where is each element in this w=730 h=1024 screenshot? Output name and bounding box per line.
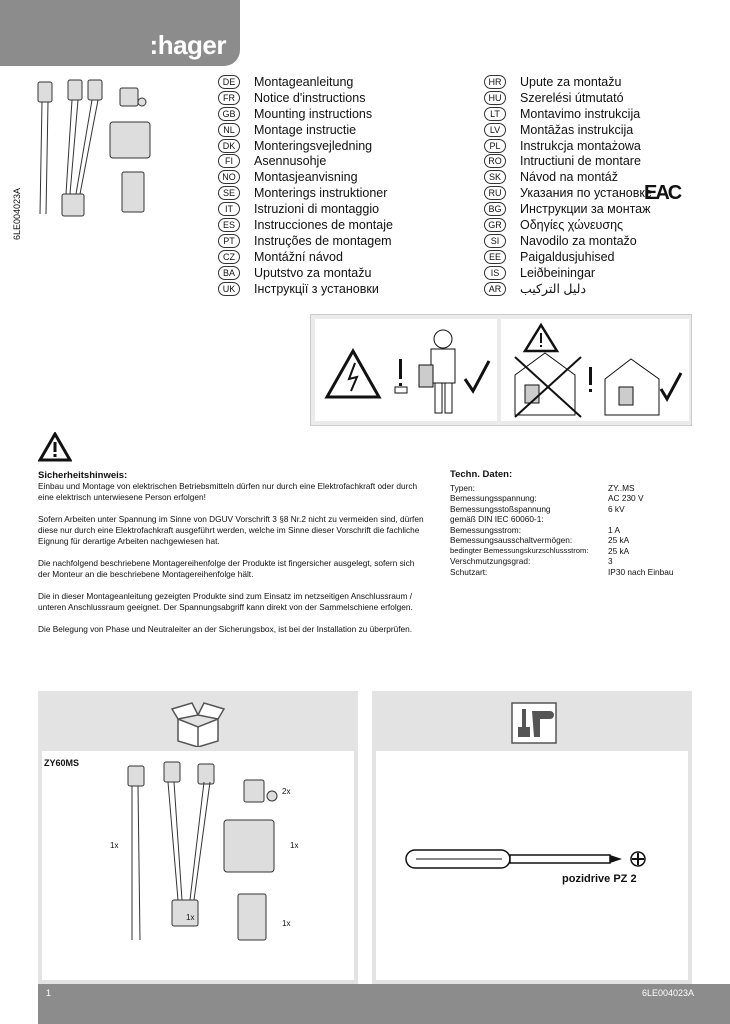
language-code-badge: PT	[218, 234, 240, 248]
language-code-badge: LT	[484, 107, 506, 121]
house-pictogram	[501, 319, 689, 421]
tech-title: Techn. Daten:	[450, 469, 513, 480]
tech-key: Bemessungsstoßspannung	[450, 503, 551, 514]
tech-value: 25 kA	[608, 545, 630, 556]
language-label: Montážní návod	[254, 249, 343, 264]
language-item	[484, 281, 652, 297]
language-code-badge: GR	[484, 218, 506, 232]
language-label: Paigaldusjuhised	[520, 249, 615, 264]
footer-doc-code: 6LE004023A	[641, 988, 694, 998]
language-item	[484, 265, 652, 281]
tech-value: ZY..MS	[608, 482, 635, 493]
tech-row	[450, 556, 700, 567]
language-label: Інструкції з установки	[254, 281, 379, 296]
language-code-badge: DE	[218, 75, 240, 89]
footer	[38, 984, 730, 1024]
language-item	[218, 169, 393, 185]
tech-row	[450, 525, 700, 536]
tech-key: Verschmutzungsgrad:	[450, 556, 531, 566]
language-code-badge: UK	[218, 282, 240, 296]
language-label: Οδηγίες χώνευσης	[520, 217, 624, 232]
tech-row	[450, 546, 700, 557]
language-list-left	[218, 74, 393, 296]
tools-icon	[508, 699, 560, 747]
language-label: Montāžas instrukcija	[520, 122, 634, 137]
language-label: Szerelési útmutató	[520, 90, 624, 105]
language-label: Montageanleitung	[254, 74, 354, 89]
page-number: 1	[46, 988, 52, 998]
language-item	[484, 90, 652, 106]
language-label: Upute za montažu	[520, 74, 622, 89]
safety-paragraph: Sofern Arbeiten unter Spannung im Sinne von DGUV Vorschrift 3 §8 Nr.2 nicht zu vermeiden sind, dürfen diese nur durch eine Elektrofachkraft ausgeführt werden, welche im Sinne dieser Vorschrift die fachliche Eignung für derartige Arbeiten nachgewiesen hat.	[38, 514, 424, 546]
tech-key: Typen:	[450, 482, 475, 493]
language-code-badge: HR	[484, 75, 506, 89]
language-code-badge: SK	[484, 170, 506, 184]
language-code-badge: SI	[484, 234, 506, 248]
language-label: Instrukcja montażowa	[520, 138, 641, 153]
language-label: Instrucciones de montaje	[254, 217, 393, 232]
language-label: Mounting instructions	[254, 106, 373, 121]
language-code-badge: DK	[218, 139, 240, 153]
language-list-right	[484, 74, 652, 296]
language-item	[484, 74, 652, 90]
language-code-badge: NL	[218, 123, 240, 137]
qty-screws: 2x	[282, 787, 291, 796]
language-item	[218, 106, 393, 122]
tech-key: Bemessungsausschaltvermögen:	[450, 535, 573, 545]
language-label: Monterings instruktioner	[254, 186, 388, 201]
language-item	[484, 122, 652, 138]
language-label: Указания по установке	[520, 186, 652, 201]
electrician-pictogram	[315, 319, 497, 421]
language-label: Montage instructie	[254, 122, 357, 137]
language-item	[218, 138, 393, 154]
language-label: Uputstvo za montažu	[254, 265, 372, 280]
language-item	[218, 217, 393, 233]
tech-value: 25 kA	[608, 535, 630, 545]
language-code-badge: EE	[484, 250, 506, 264]
tech-row	[450, 493, 700, 504]
language-item	[218, 281, 393, 297]
tech-row	[450, 535, 700, 546]
screwdriver-label: pozidrive PZ 2	[562, 873, 637, 885]
tech-value: 1 A	[608, 524, 620, 535]
language-code-badge: RU	[484, 186, 506, 200]
language-item	[218, 90, 393, 106]
language-item	[484, 217, 652, 233]
language-code-badge: SE	[218, 186, 240, 200]
language-label: Monteringsvejledning	[254, 138, 373, 153]
warning-pictogram-panel	[310, 314, 692, 426]
language-label: Montavimo instrukcija	[520, 106, 641, 121]
brand-logo: :hager	[149, 30, 226, 60]
safety-paragraph: Die Belegung von Phase und Neutraleiter an der Sicherungsbox, ist bei der Installation zu überprüfen.	[38, 624, 413, 634]
language-code-badge: AR	[484, 282, 506, 296]
language-code-badge: FR	[218, 91, 240, 105]
product-overview-illustration	[24, 74, 164, 234]
language-code-badge: NO	[218, 170, 240, 184]
language-label: Leiðbeiningar	[520, 265, 596, 280]
language-item	[218, 122, 393, 138]
language-item	[218, 249, 393, 265]
language-code-badge: PL	[484, 139, 506, 153]
tech-row	[450, 483, 700, 494]
safety-notice	[38, 470, 424, 646]
header-logo-tab	[0, 0, 240, 66]
language-item	[218, 153, 393, 169]
language-code-badge: ES	[218, 218, 240, 232]
language-item	[484, 201, 652, 217]
language-code-badge: FI	[218, 154, 240, 168]
language-item	[484, 106, 652, 122]
tech-row	[450, 504, 700, 515]
tech-value: IP30 nach Einbau	[608, 566, 674, 577]
tools-panel	[372, 691, 692, 984]
language-item	[484, 153, 652, 169]
language-item	[218, 185, 393, 201]
language-label: Istruzioni di montaggio	[254, 202, 380, 217]
language-item	[484, 249, 652, 265]
language-item	[218, 201, 393, 217]
qty-cover: 1x	[290, 841, 299, 850]
language-item	[484, 185, 652, 201]
language-label: Notice d'instructions	[254, 90, 366, 105]
language-label: Montasjeanvisning	[254, 170, 358, 185]
language-code-badge: HU	[484, 91, 506, 105]
qty-clip: 1x	[282, 919, 291, 928]
tech-value: 3	[608, 556, 613, 566]
tech-value: AC 230 V	[608, 493, 644, 503]
doc-code-vertical: 6LE004023A	[12, 187, 22, 240]
language-label: Asennusohje	[254, 154, 327, 169]
warning-triangle-icon	[38, 432, 72, 462]
eac-mark: EAC	[644, 182, 681, 204]
language-label: Navodilo za montažo	[520, 233, 637, 248]
language-item	[218, 74, 393, 90]
qty-wires: 1x	[110, 841, 119, 850]
tech-key: Bemessungsstrom:	[450, 524, 522, 535]
language-item	[218, 233, 393, 249]
safety-title: Sicherheitshinweis:	[38, 470, 128, 481]
safety-paragraph: Die in dieser Montageanleitung gezeigten Produkte sind zum Einsatz im netzseitigen Anschlussraum / unteren Anschlussraum geeignet. Der Spannungsabgriff kann direkt von der Sammelschiene erfolgen.	[38, 591, 413, 612]
language-code-badge: BA	[218, 266, 240, 280]
language-item	[218, 265, 393, 281]
language-item	[484, 138, 652, 154]
language-label: Instruções de montagem	[254, 233, 392, 248]
language-item	[484, 233, 652, 249]
language-code-badge: IT	[218, 202, 240, 216]
language-code-badge: CZ	[218, 250, 240, 264]
language-label: Intructiuni de montare	[520, 154, 641, 169]
electrician-illustration	[315, 319, 497, 421]
house-illustration	[501, 319, 689, 421]
tech-key: Schutzart:	[450, 566, 488, 577]
language-label: Návod na montáž	[520, 170, 618, 185]
language-code-badge: IS	[484, 266, 506, 280]
tech-row	[450, 514, 700, 525]
safety-paragraph: Die nachfolgend beschriebene Montagereihenfolge der Produkte ist fingersicher ausgelegt, sofern sich der Monteur an die beschriebene Montagereihenfolge hält.	[38, 558, 415, 579]
language-code-badge: BG	[484, 202, 506, 216]
language-item	[484, 169, 652, 185]
language-code-badge: GB	[218, 107, 240, 121]
tech-key: gemäß DIN IEC 60060-1:	[450, 514, 544, 524]
tech-row	[450, 567, 700, 578]
qty-harness: 1x	[186, 913, 195, 922]
open-box-icon	[168, 697, 228, 747]
safety-paragraph: Einbau und Montage von elektrischen Betriebsmitteln dürfen nur durch eine Elektrofachkraft oder durch eine elektrisch unterwiesene Person erfolgen!	[38, 481, 418, 502]
language-label: Инструкции за монтаж	[520, 202, 651, 217]
language-code-badge: RO	[484, 154, 506, 168]
model-label: ZY60MS	[44, 758, 80, 768]
tech-key: bedingter Bemessungskurzschlussstrom:	[450, 545, 589, 555]
screwdriver-illustration	[404, 842, 654, 876]
tech-key: Bemessungsspannung:	[450, 493, 537, 503]
language-code-badge: LV	[484, 123, 506, 137]
tech-value: 6 kV	[608, 503, 625, 514]
technical-data	[450, 470, 700, 577]
language-label: دليل التركيب	[520, 282, 587, 297]
